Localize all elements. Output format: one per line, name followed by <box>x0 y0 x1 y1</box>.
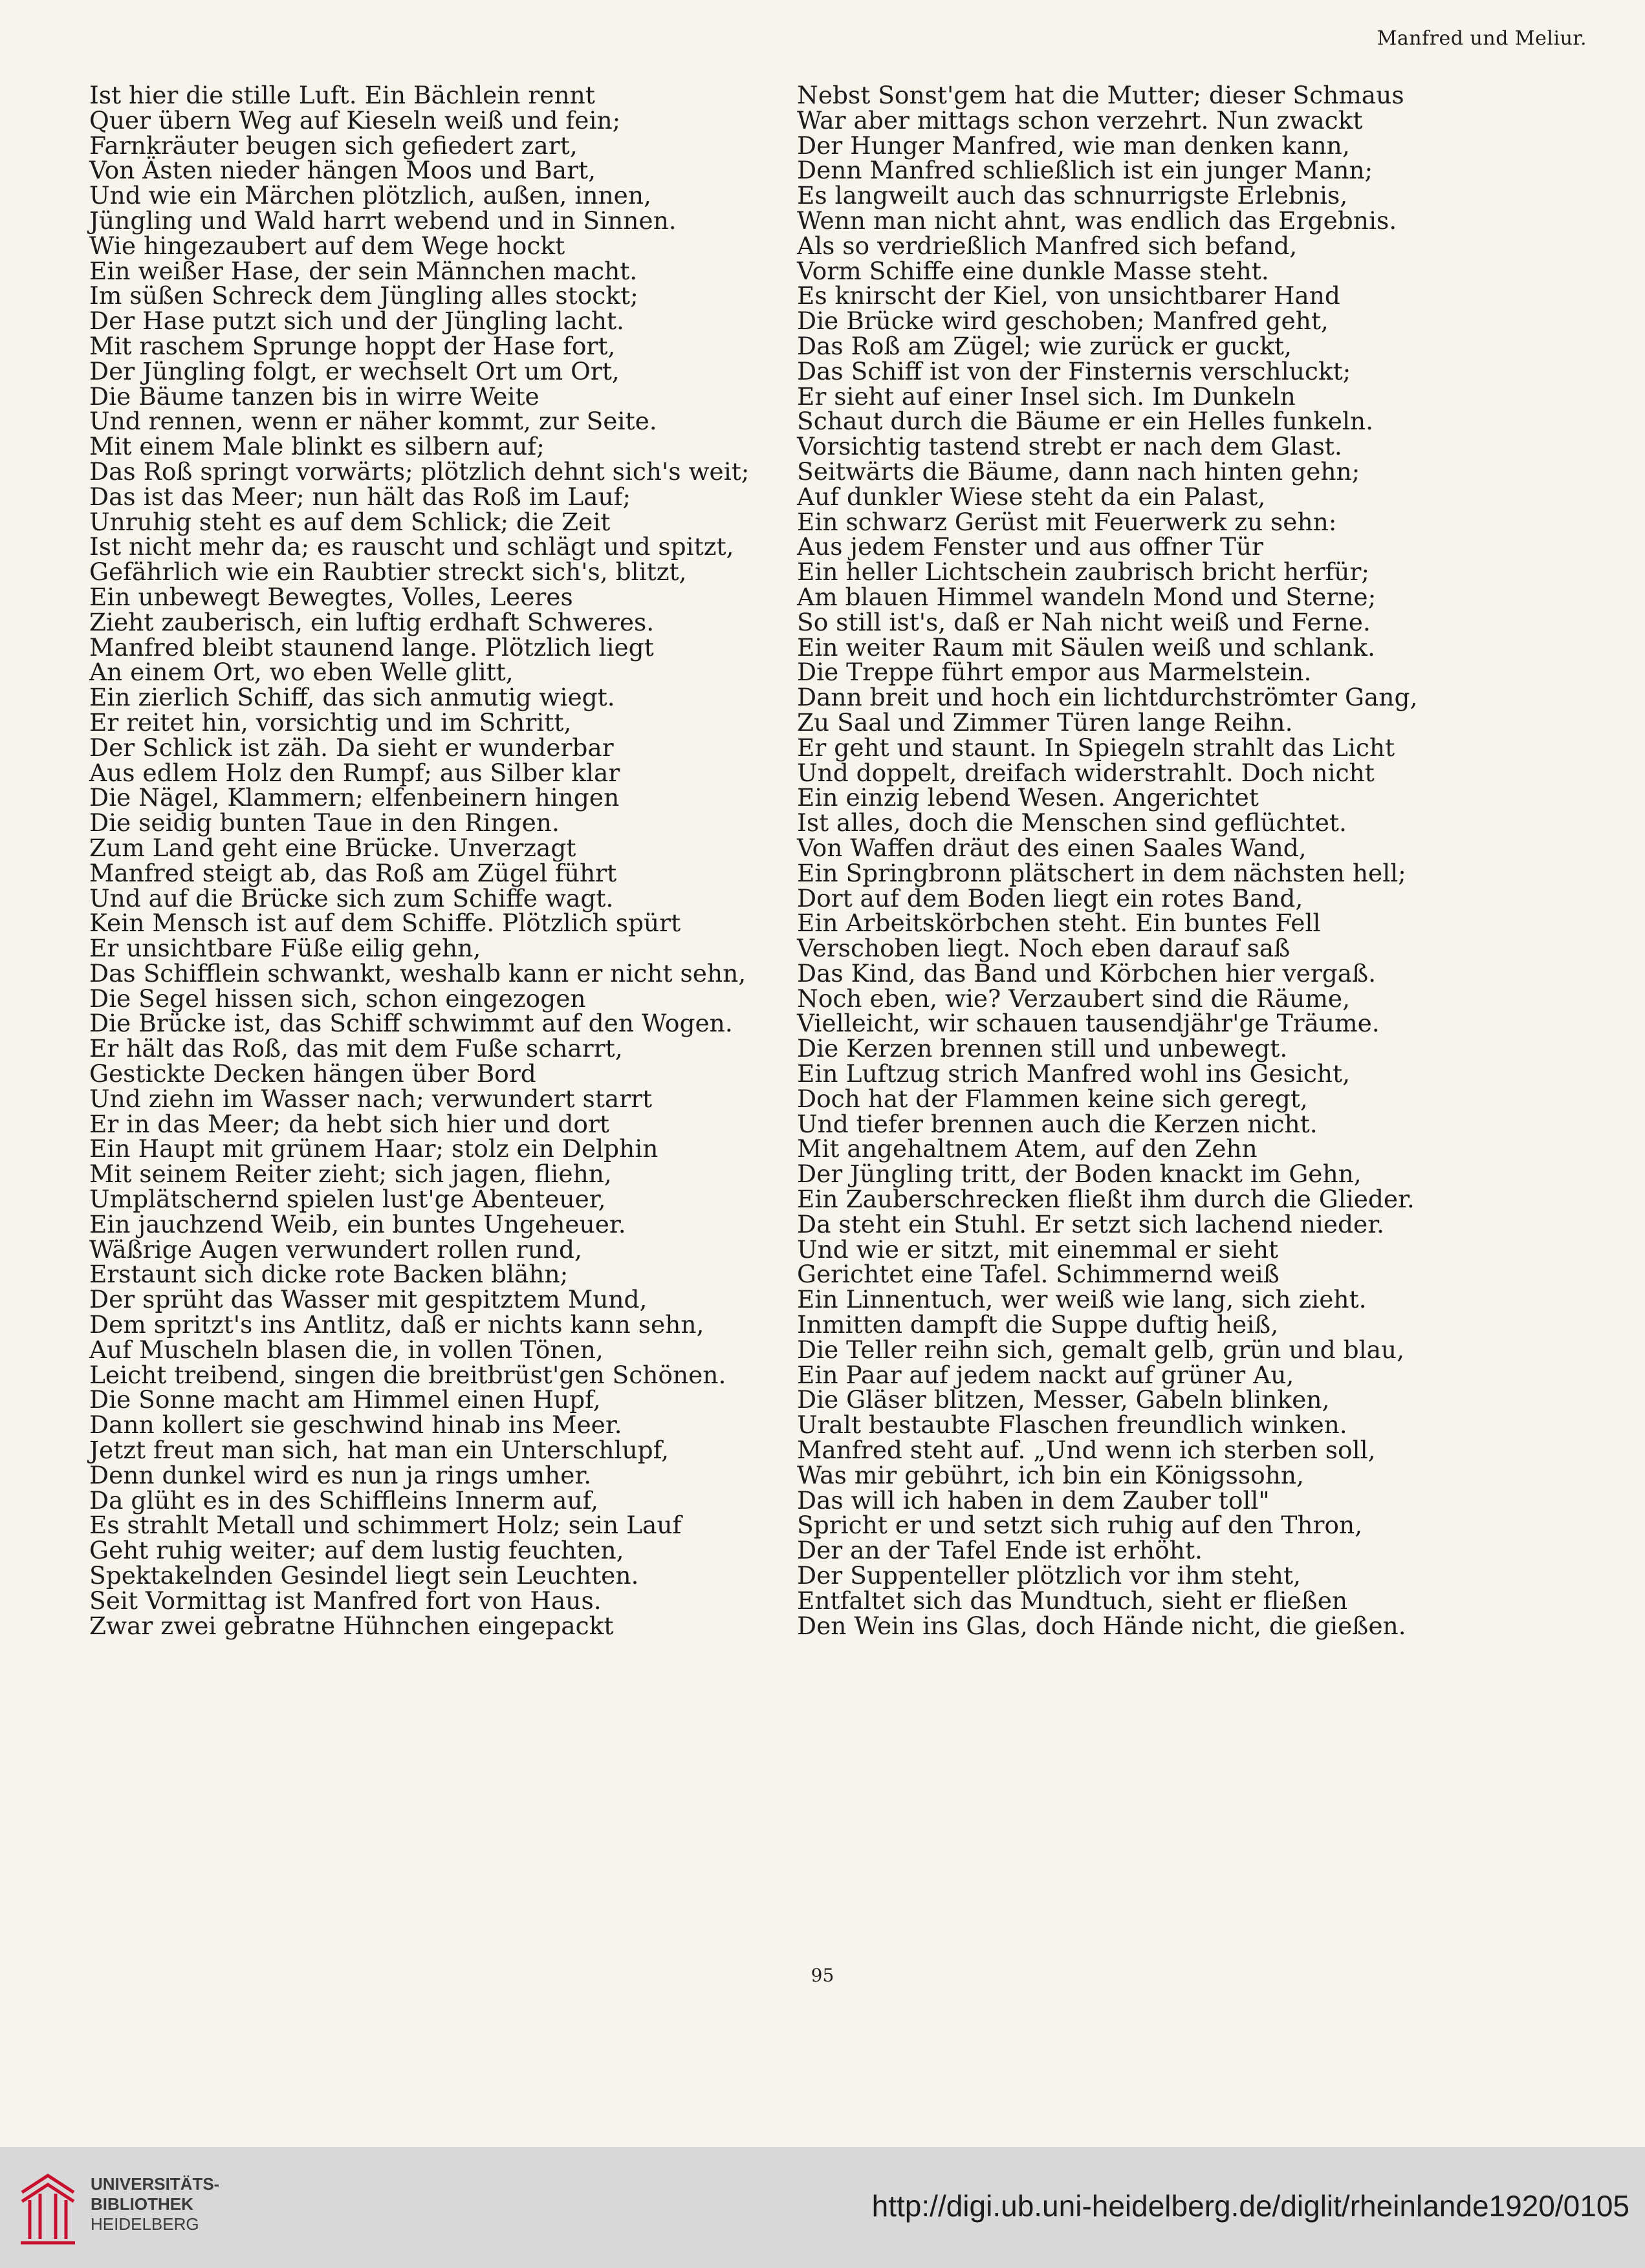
verse-line: Uralt bestaubte Flaschen freundlich winken. <box>797 1410 1347 1440</box>
verse-line: Ein Springbronn plätschert in dem nächsten hell; <box>797 858 1406 887</box>
verse-line: Und auf die Brücke sich zum Schiffe wagt. <box>89 883 614 913</box>
verse-line: Den Wein ins Glas, doch Hände nicht, die gießen. <box>797 1611 1406 1640</box>
verse-line: Er sieht auf einer Insel sich. Im Dunkeln <box>797 382 1296 411</box>
verse-line: Doch hat der Flammen keine sich geregt, <box>797 1084 1308 1113</box>
library-name <box>91 2174 219 2234</box>
verse-line: Vielleicht, wir schauen tausendjähr'ge Träume. <box>797 1009 1380 1038</box>
verse-line: Wäßrige Augen verwundert rollen rund, <box>89 1235 582 1264</box>
verse-line: Ein weiter Raum mit Säulen weiß und schlank. <box>797 632 1375 662</box>
verse-line: Jetzt freut man sich, hat man ein Unterschlupf, <box>89 1436 670 1465</box>
verse-line: Es langweilt auch das schnurrigste Erlebnis, <box>797 181 1348 210</box>
verse-line: Schaut durch die Bäume er ein Helles funkeln. <box>797 407 1374 436</box>
verse-line: Spektakelnden Gesindel liegt sein Leuchten. <box>89 1561 639 1590</box>
verse-line: Er unsichtbare Füße eilig gehn, <box>89 934 481 963</box>
verse-line: Die Treppe führt empor aus Marmelstein. <box>797 658 1312 687</box>
verse-line: Unruhig steht es auf dem Schlick; die Zeit <box>89 507 611 536</box>
verse-line: Der Jüngling tritt, der Boden knackt im Gehn, <box>797 1160 1362 1189</box>
footer-bar <box>0 2147 1645 2268</box>
verse-line: Zu Saal und Zimmer Türen lange Reihn. <box>797 707 1293 737</box>
verse-line: Das Roß springt vorwärts; plötzlich dehnt sich's weit; <box>89 457 750 486</box>
verse-line: Was mir gebührt, ich bin ein Königssohn, <box>797 1460 1304 1489</box>
verse-line: Auf dunkler Wiese steht da ein Palast, <box>797 482 1266 511</box>
verse-line: Ein Paar auf jedem nackt auf grüner Au, <box>797 1360 1294 1389</box>
verse-line: Von Waffen dräut des einen Saales Wand, <box>797 833 1307 862</box>
verse-line: Nebst Sonst'gem hat die Mutter; dieser Schmaus <box>797 81 1404 109</box>
verse-line: Und wie er sitzt, mit einemmal er sieht <box>797 1235 1279 1264</box>
verse-line: Entfaltet sich das Mundtuch, sieht er fließen <box>797 1586 1348 1615</box>
left-text-column <box>89 83 788 1638</box>
verse-line: Der Suppenteller plötzlich vor ihm steht, <box>797 1561 1301 1590</box>
running-title: Manfred und Meliur. <box>1377 27 1587 50</box>
verse-line: Dann breit und hoch ein lichtdurchströmter Gang, <box>797 683 1418 712</box>
verse-line: Wie hingezaubert auf dem Wege hockt <box>89 231 565 260</box>
verse-line: Ein Luftzug strich Manfred wohl ins Gesicht, <box>797 1059 1350 1088</box>
verse-line: Zieht zauberisch, ein luftig erdhaft Schweres. <box>89 607 655 636</box>
verse-line: Das Schiff ist von der Finsternis verschluckt; <box>797 356 1351 385</box>
verse-line: Das will ich haben in dem Zauber toll" <box>797 1485 1270 1515</box>
verse-line: Der Hunger Manfred, wie man denken kann, <box>797 131 1350 160</box>
verse-line: Er reitet hin, vorsichtig und im Schritt, <box>89 707 572 737</box>
verse-line: Ein jauchzend Weib, ein buntes Ungeheuer. <box>89 1209 626 1238</box>
verse-line: Die Brücke wird geschoben; Manfred geht, <box>797 307 1329 336</box>
verse-line: Aus edlem Holz den Rumpf; aus Silber klar <box>89 758 620 787</box>
verse-line: Und ziehn im Wasser nach; verwundert starrt <box>89 1084 653 1113</box>
source-url-link[interactable]: http://digi.ub.uni-heidelberg.de/diglit/rheinlande1920/0105 <box>871 2189 1629 2223</box>
verse-line: So still ist's, daß er Nah nicht weiß und Ferne. <box>797 607 1371 636</box>
verse-line: Er geht und staunt. In Spiegeln strahlt das Licht <box>797 733 1395 762</box>
verse-line: Und rennen, wenn er näher kommt, zur Seite. <box>89 407 657 436</box>
verse-line: Das Schifflein schwankt, weshalb kann er nicht sehn, <box>89 958 746 988</box>
verse-line: Denn dunkel wird es nun ja rings umher. <box>89 1460 592 1489</box>
verse-line: Der sprüht das Wasser mit gespitztem Mund, <box>89 1285 648 1314</box>
library-line-1: UNIVERSITÄTS- <box>91 2174 220 2194</box>
verse-line: Die Teller reihn sich, gemalt gelb, grün und blau, <box>797 1335 1405 1364</box>
verse-line: Spricht er und setzt sich ruhig auf den Thron, <box>797 1511 1363 1540</box>
verse-line: Er hält das Roß, das mit dem Fuße scharrt, <box>89 1034 623 1063</box>
verse-line: Die Nägel, Klammern; elfenbeinern hingen <box>89 783 620 812</box>
verse-line: Ein unbewegt Bewegtes, Volles, Leeres <box>89 582 573 611</box>
verse-line: Gefährlich wie ein Raubtier streckt sich's, blitzt, <box>89 557 687 587</box>
verse-line: Die Kerzen brennen still und unbewegt. <box>797 1034 1288 1063</box>
verse-line: Ein einzig lebend Wesen. Angerichtet <box>797 783 1259 812</box>
verse-line: Noch eben, wie? Verzaubert sind die Räume, <box>797 984 1350 1013</box>
verse-line: Die Bäume tanzen bis in wirre Weite <box>89 382 539 411</box>
verse-line: Die seidig bunten Taue in den Ringen. <box>89 808 560 837</box>
verse-line: Auf Muscheln blasen die, in vollen Tönen, <box>89 1335 604 1364</box>
verse-line: Da glüht es in des Schiffleins Innerm auf, <box>89 1485 599 1515</box>
verse-line: Der Hase putzt sich und der Jüngling lacht. <box>89 307 624 336</box>
verse-line: Mit einem Male blinkt es silbern auf; <box>89 432 545 461</box>
verse-line: Die Sonne macht am Himmel einen Hupf, <box>89 1385 601 1414</box>
verse-line: War aber mittags schon verzehrt. Nun zwackt <box>797 105 1363 135</box>
verse-line: Farnkräuter beugen sich gefiedert zart, <box>89 131 578 160</box>
verse-line: Vorsichtig tastend strebt er nach dem Glast. <box>797 432 1342 461</box>
verse-line: Aus jedem Fenster und aus offner Tür <box>797 532 1263 561</box>
right-text-column <box>797 83 1496 1638</box>
verse-line: Der an der Tafel Ende ist erhöht. <box>797 1536 1203 1565</box>
verse-line: Quer übern Weg auf Kieseln weiß und fein; <box>89 105 621 135</box>
verse-line: Dem spritzt's ins Antlitz, daß er nichts kann sehn, <box>89 1310 704 1339</box>
verse-line: Verschoben liegt. Noch eben darauf saß <box>797 934 1291 963</box>
page-number: 95 <box>811 1965 834 1986</box>
verse-line: Ein zierlich Schiff, das sich anmutig wiegt. <box>89 683 615 712</box>
verse-line: Geht ruhig weiter; auf dem lustig feuchten, <box>89 1536 624 1565</box>
verse-line: Das Roß am Zügel; wie zurück er guckt, <box>797 331 1292 360</box>
verse-line: Ein Zauberschrecken fließt ihm durch die Glieder. <box>797 1185 1415 1214</box>
verse-line: Jüngling und Wald harrt webend und in Sinnen. <box>89 206 677 235</box>
verse-line: Seitwärts die Bäume, dann nach hinten gehn; <box>797 457 1360 486</box>
verse-line: Zum Land geht eine Brücke. Unverzagt <box>89 833 576 862</box>
verse-line: Es strahlt Metall und schimmert Holz; sein Lauf <box>89 1511 682 1540</box>
verse-line: Der Jüngling folgt, er wechselt Ort um Ort, <box>89 356 620 385</box>
verse-line: Ein Arbeitskörbchen steht. Ein buntes Fell <box>797 909 1321 938</box>
verse-line: Dort auf dem Boden liegt ein rotes Band, <box>797 883 1303 913</box>
verse-line: Zwar zwei gebratne Hühnchen eingepackt <box>89 1611 614 1640</box>
verse-line: Ist alles, doch die Menschen sind geflüchtet. <box>797 808 1347 837</box>
verse-line: Gestickte Decken hängen über Bord <box>89 1059 536 1088</box>
verse-line: Ein weißer Hase, der sein Männchen macht. <box>89 256 638 285</box>
verse-line: Ein Haupt mit grünem Haar; stolz ein Delphin <box>89 1134 659 1163</box>
library-line-3: HEIDELBERG <box>91 2214 199 2234</box>
verse-line: Da steht ein Stuhl. Er setzt sich lachend nieder. <box>797 1209 1384 1238</box>
verse-line: Und wie ein Märchen plötzlich, außen, innen, <box>89 181 651 210</box>
verse-line: Als so verdrießlich Manfred sich befand, <box>797 231 1298 260</box>
verse-line: Seit Vormittag ist Manfred fort von Haus. <box>89 1586 602 1615</box>
verse-line: Und tiefer brennen auch die Kerzen nicht. <box>797 1109 1318 1138</box>
verse-line: Ist nicht mehr da; es rauscht und schlägt und spitzt, <box>89 532 734 561</box>
verse-line: Vorm Schiffe eine dunkle Masse steht. <box>797 256 1269 285</box>
verse-line: Im süßen Schreck dem Jüngling alles stockt; <box>89 281 638 310</box>
verse-line: Das ist das Meer; nun hält das Roß im Lauf; <box>89 482 631 511</box>
verse-line: Mit raschem Sprunge hoppt der Hase fort, <box>89 331 616 360</box>
verse-line: Manfred steht auf. „Und wenn ich sterben soll, <box>797 1436 1376 1465</box>
verse-line: Umplätschernd spielen lust'ge Abenteuer, <box>89 1185 606 1214</box>
verse-line: Die Gläser blitzen, Messer, Gabeln blinken, <box>797 1385 1330 1414</box>
verse-line: Es knirscht der Kiel, von unsichtbarer Hand <box>797 281 1340 310</box>
verse-line: Ein heller Lichtschein zaubrisch bricht herfür; <box>797 557 1370 587</box>
ub-heidelberg-logo-icon[interactable] <box>16 2166 80 2251</box>
verse-line: Inmitten dampft die Suppe duftig heiß, <box>797 1310 1279 1339</box>
verse-line: Ein Linnentuch, wer weiß wie lang, sich zieht. <box>797 1285 1367 1314</box>
verse-line: Wenn man nicht ahnt, was endlich das Ergebnis. <box>797 206 1397 235</box>
verse-line: Erstaunt sich dicke rote Backen blähn; <box>89 1260 569 1289</box>
verse-line: Ist hier die stille Luft. Ein Bächlein rennt <box>89 81 595 109</box>
verse-line: Manfred bleibt staunend lange. Plötzlich liegt <box>89 632 654 662</box>
verse-line: Mit angehaltnem Atem, auf den Zehn <box>797 1134 1258 1163</box>
verse-line: Die Brücke ist, das Schiff schwimmt auf den Wogen. <box>89 1009 733 1038</box>
library-line-2: BIBLIOTHEK <box>91 2194 193 2214</box>
verse-line: Die Segel hissen sich, schon eingezogen <box>89 984 586 1013</box>
verse-line: An einem Ort, wo eben Welle glitt, <box>89 658 514 687</box>
verse-line: Kein Mensch ist auf dem Schiffe. Plötzlich spürt <box>89 909 681 938</box>
verse-line: Mit seinem Reiter zieht; sich jagen, fliehn, <box>89 1160 612 1189</box>
verse-line: Von Ästen nieder hängen Moos und Bart, <box>89 156 596 185</box>
verse-line: Der Schlick ist zäh. Da sieht er wunderbar <box>89 733 614 762</box>
verse-line: Manfred steigt ab, das Roß am Zügel führt <box>89 858 617 887</box>
verse-line: Denn Manfred schließlich ist ein junger Mann; <box>797 156 1373 185</box>
verse-line: Gerichtet eine Tafel. Schimmernd weiß <box>797 1260 1280 1289</box>
verse-line: Leicht treibend, singen die breitbrüst'gen Schönen. <box>89 1360 726 1389</box>
verse-line: Ein schwarz Gerüst mit Feuerwerk zu sehn: <box>797 507 1337 536</box>
verse-line: Er in das Meer; da hebt sich hier und dort <box>89 1109 609 1138</box>
verse-line: Und doppelt, dreifach widerstrahlt. Doch nicht <box>797 758 1375 787</box>
verse-line: Das Kind, das Band und Körbchen hier vergaß. <box>797 958 1377 988</box>
verse-line: Dann kollert sie geschwind hinab ins Meer. <box>89 1410 622 1440</box>
verse-line: Am blauen Himmel wandeln Mond und Sterne; <box>797 582 1377 611</box>
